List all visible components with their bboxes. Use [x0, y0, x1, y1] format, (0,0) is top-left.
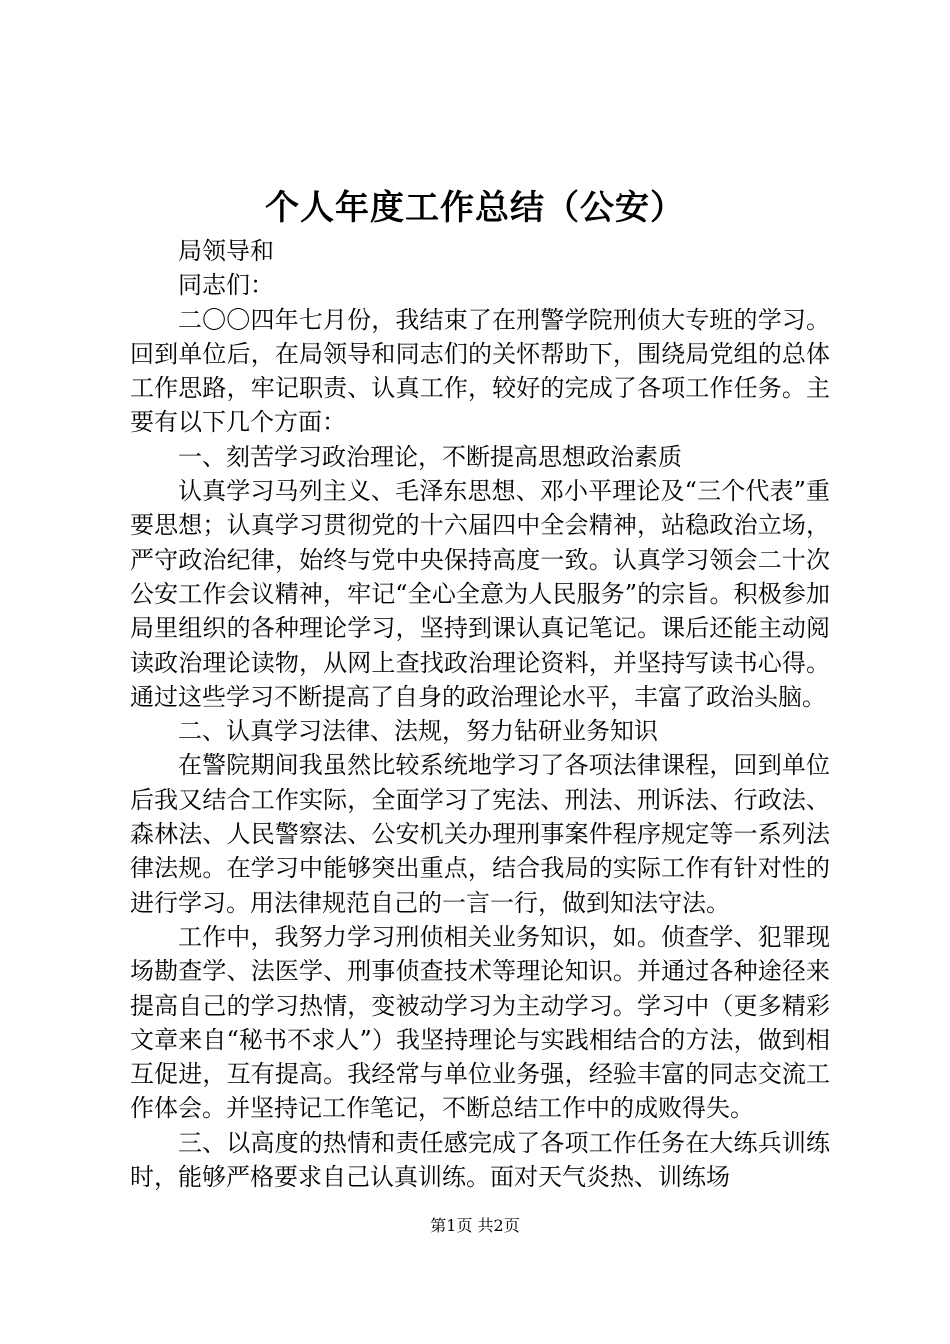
- section-heading-1: 一、刻苦学习政治理论，不断提高思想政治素质: [178, 442, 682, 471]
- paragraph-section-2b: 工作中，我努力学习刑侦相关业务知识，如。侦查学、犯罪现场勘查学、法医学、刑事侦查技术等理论知识。并通过各种途径来提高自己的学习热情，变被动学习为主动学习。学习中（更多精彩文章来自“秘书不求人”）我坚持理论与实践相结合的方法，做到相互促进，互有提高。我经常与单位业务强，经验丰富的同志交流工作体会。并坚持记工作笔记，不断总结工作中的成败得失。: [130, 922, 830, 1123]
- document-body: [130, 234, 830, 1194]
- salutation-line-2: 同志们：: [178, 271, 274, 300]
- paragraph-section-3: 三、以高度的热情和责任感完成了各项工作任务在大练兵训练时，能够严格要求自己认真训练。面对天气炎热、训练场: [130, 1128, 830, 1192]
- page-number-footer: 第1页 共2页: [430, 1216, 520, 1235]
- section-heading-2: 二、认真学习法律、法规，努力钻研业务知识: [178, 717, 658, 746]
- salutation-line-1: 局领导和: [178, 237, 274, 265]
- paragraph-intro: 二〇〇四年七月份，我结束了在刑警学院刑侦大专班的学习。回到单位后，在局领导和同志们的关怀帮助下，围绕局党组的总体工作思路，牢记职责、认真工作，较好的完成了各项工作任务。主要有以下几个方面：: [130, 305, 830, 437]
- paragraph-section-2a: 在警院期间我虽然比较系统地学习了各项法律课程，回到单位后我又结合工作实际，全面学习了宪法、刑法、刑诉法、行政法、森林法、人民警察法、公安机关办理刑事案件程序规定等一系列法律法规。在学习中能够突出重点，结合我局的实际工作有针对性的进行学习。用法律规范自己的一言一行，做到知法守法。: [130, 751, 830, 917]
- document-title: 个人年度工作总结（公安）: [265, 188, 685, 228]
- paragraph-section-1: 认真学习马列主义、毛泽东思想、邓小平理论及“三个代表”重要思想；认真学习贯彻党的十六届四中全会精神，站稳政治立场，严守政治纪律，始终与党中央保持高度一致。认真学习领会二十次公安工作会议精神，牢记“全心全意为人民服务”的宗旨。积极参加局里组织的各种理论学习，坚持到课认真记笔记。课后还能主动阅读政治理论读物，从网上查找政治理论资料，并坚持写读书心得。通过这些学习不断提高了自身的政治理论水平，丰富了政治头脑。: [130, 477, 830, 711]
